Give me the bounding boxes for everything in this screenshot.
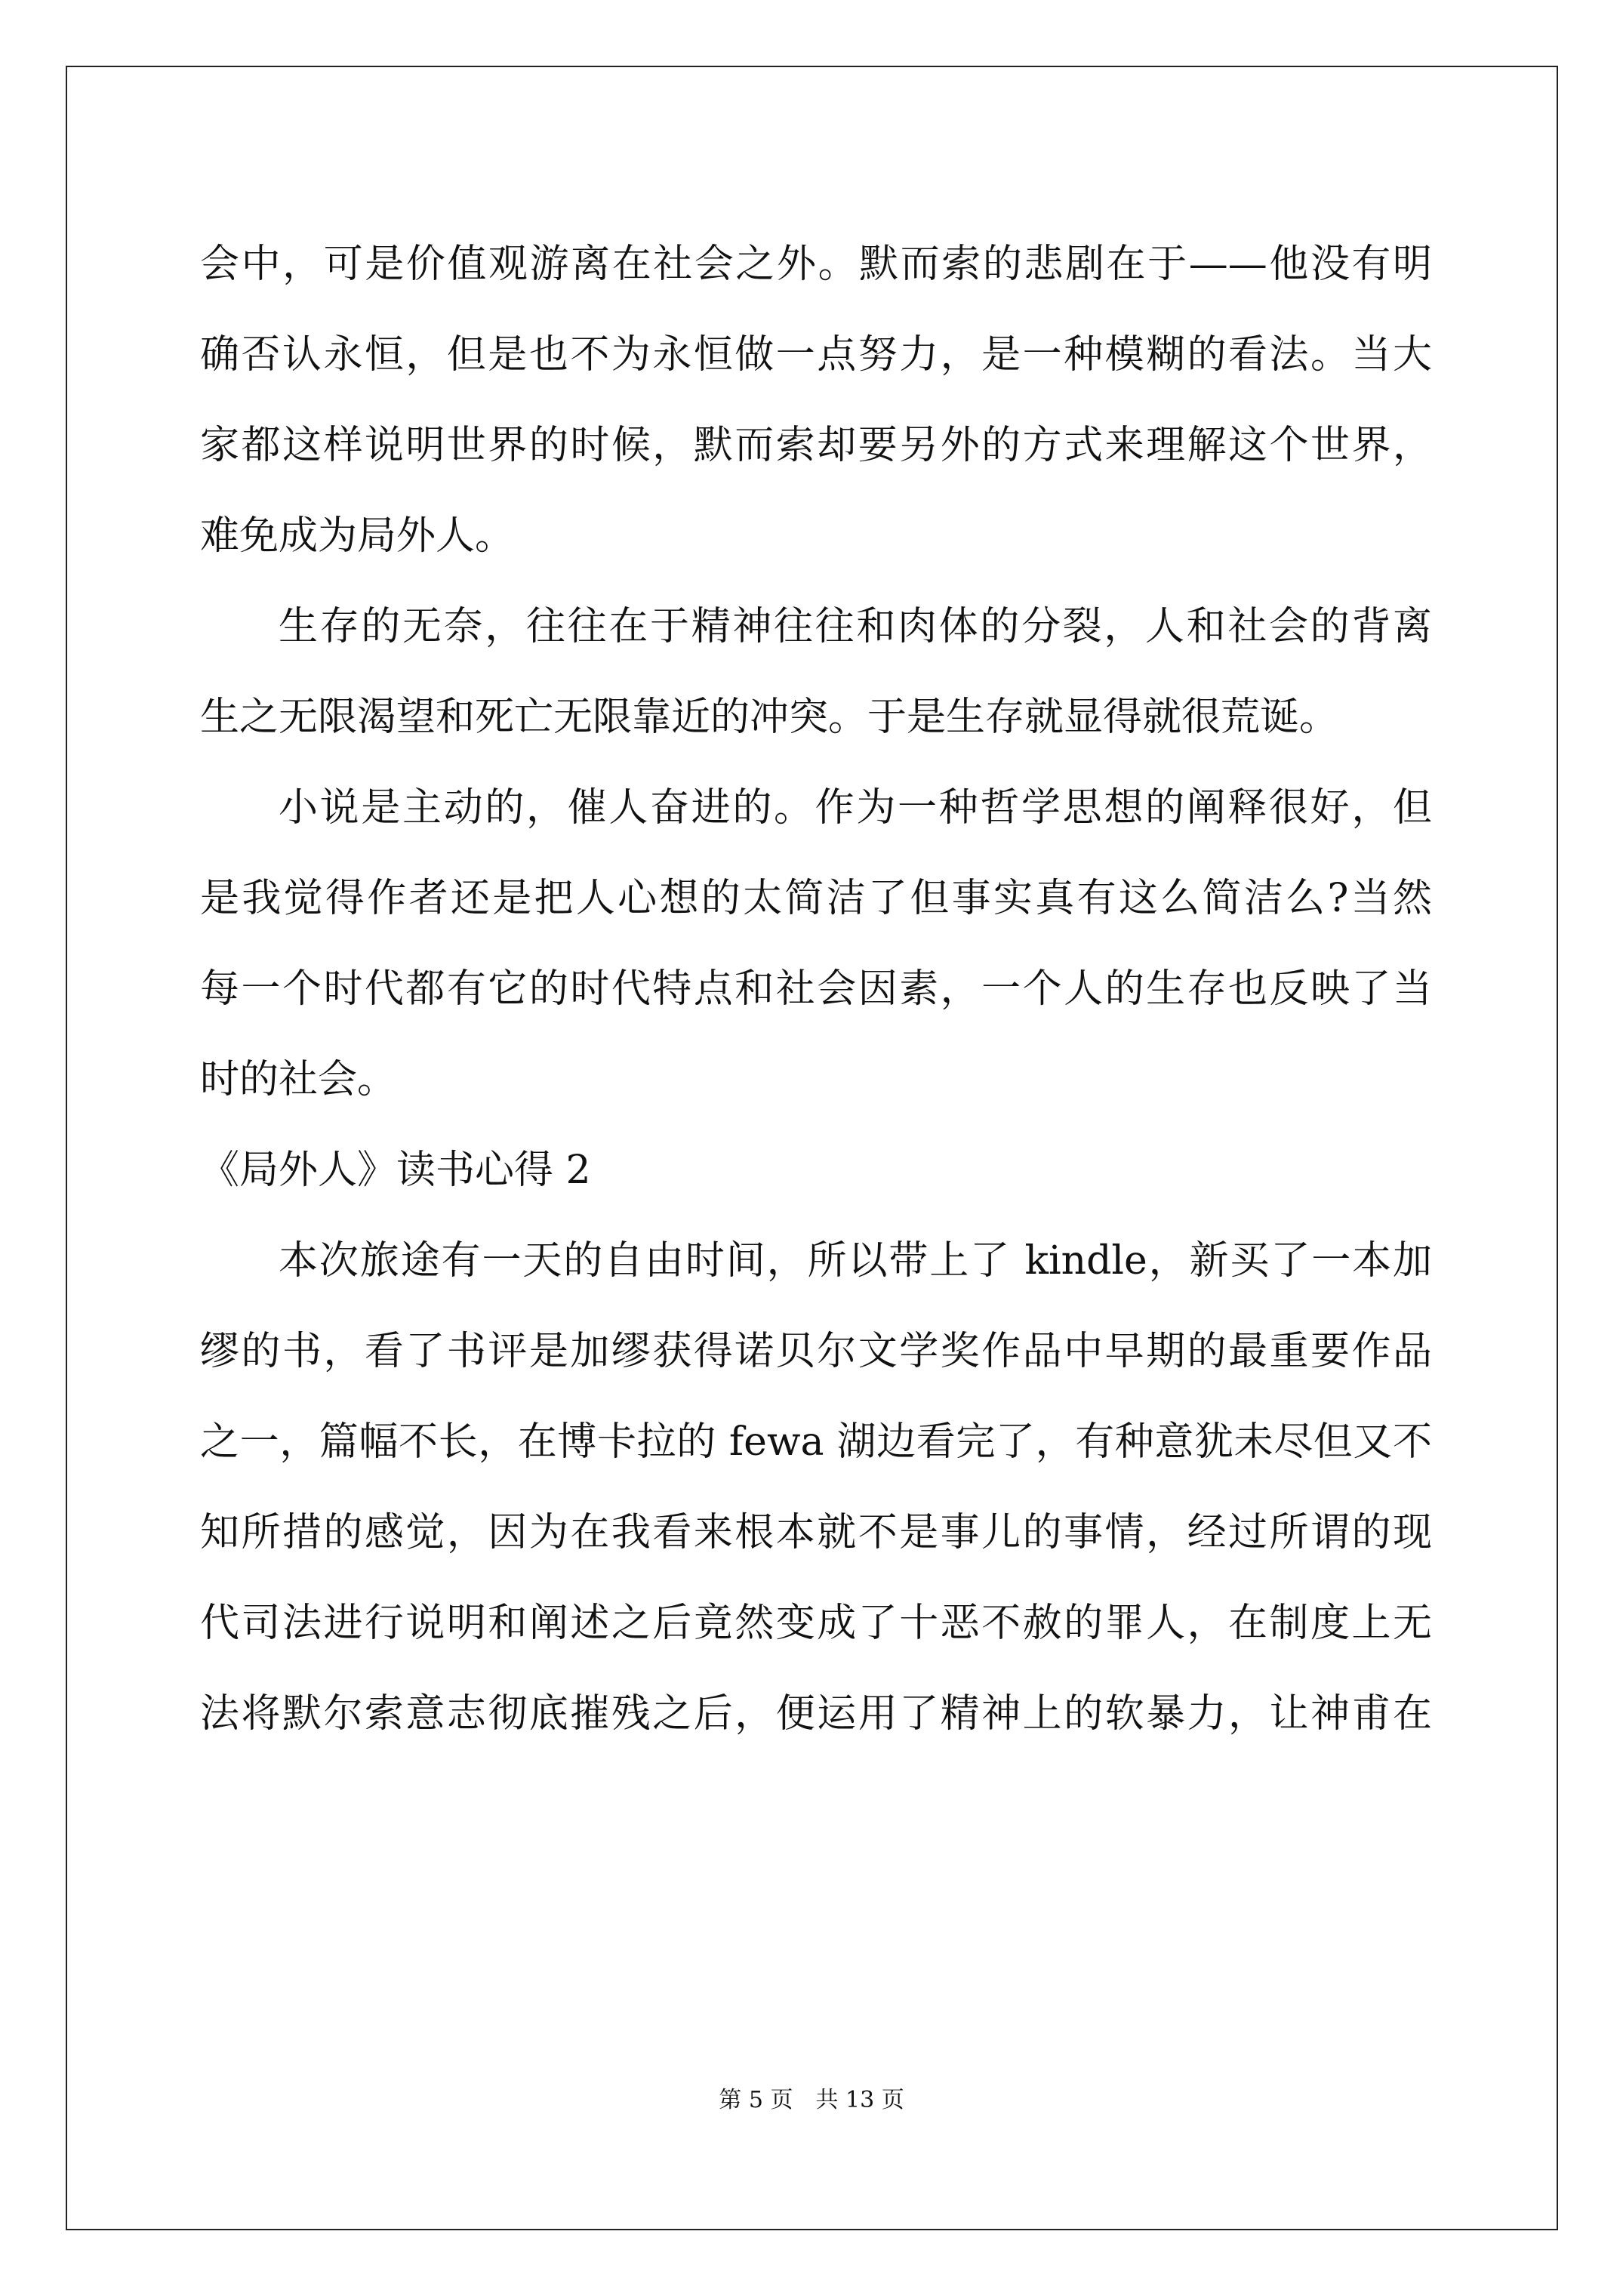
section-heading: 《局外人》读书心得 2 [200,1148,591,1193]
text-line: 知所措的感觉，因为在我看来根本就不是事儿的事情，经过所谓的现 [200,1510,1432,1555]
text-line: 确否认永恒，但是也不为永恒做一点努力，是一种模糊的看法。当大 [200,332,1432,378]
text-line: 时的社会。 [200,1057,397,1102]
text-line: 缪的书，看了书评是加缪获得诺贝尔文学奖作品中早期的最重要作品 [200,1329,1432,1374]
text-line: 会中，可是价值观游离在社会之外。默而索的悲剧在于——他没有明 [200,242,1432,287]
document-body [200,219,1432,1759]
text-line: 每一个时代都有它的时代特点和社会因素，一个人的生存也反映了当 [200,966,1432,1012]
text-line: 难免成为局外人。 [200,513,515,559]
text-line: 生存的无奈，往往在于精神往往和肉体的分裂，人和社会的背离 [279,604,1432,649]
text-line: 生之无限渴望和死亡无限靠近的冲突。于是生存就显得就很荒诞。 [200,695,1339,740]
text-line: 本次旅途有一天的自由时间，所以带上了 kindle，新买了一本加 [279,1238,1432,1284]
text-line: 代司法进行说明和阐述之后竟然变成了十恶不赦的罪人，在制度上无 [200,1601,1432,1646]
text-line: 小说是主动的，催人奋进的。作为一种哲学思想的阐释很好，但 [279,785,1432,831]
text-line: 是我觉得作者还是把人心想的太简洁了但事实真有这么简洁么?当然 [200,876,1432,921]
text-line: 法将默尔索意志彻底摧残之后，便运用了精神上的软暴力，让神甫在 [200,1691,1432,1737]
text-line: 之一，篇幅不长，在博卡拉的 fewa 湖边看完了，有种意犹未尽但又不 [200,1419,1432,1465]
page-number: 第 5 页 共 13 页 [719,2087,904,2113]
text-line: 家都这样说明世界的时候，默而索却要另外的方式来理解这个世界， [200,423,1432,468]
